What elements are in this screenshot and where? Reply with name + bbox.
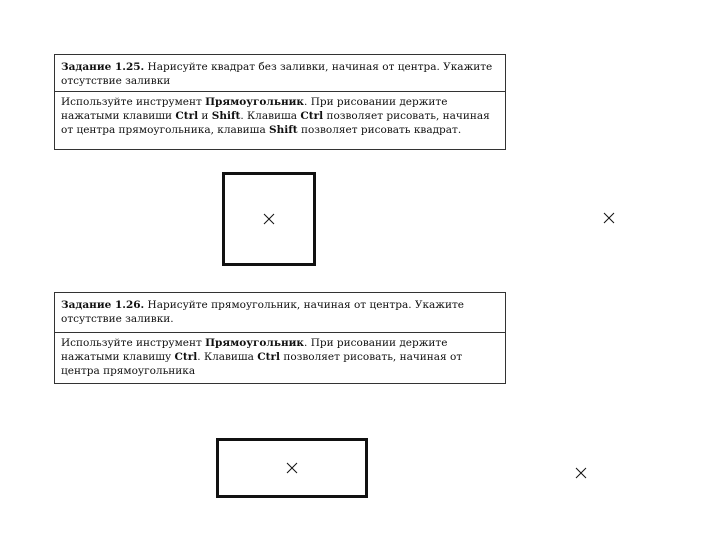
hint-text: . При рисовании держите нажатыми клавиши — [61, 96, 448, 122]
task-1-26-hint — [55, 333, 505, 382]
key-name: Ctrl — [175, 110, 199, 122]
rectangle-center-cross-icon — [286, 462, 298, 474]
task-1-25-title — [55, 55, 505, 92]
hint-text: . При рисовании держите нажатыми клавишу — [61, 337, 448, 363]
hint-text: позволяет рисовать, начиная от центра прямоугольника, клавиша — [61, 110, 490, 136]
key-name: Shift — [211, 110, 241, 122]
task-1-25-box — [54, 54, 506, 150]
tool-name: Прямоугольник — [205, 337, 305, 349]
hint-text: . Клавиша — [197, 351, 258, 363]
task-1-25-title-text: Нарисуйте квадрат без заливки, начиная от центра. Укажите отсутствие заливки — [61, 61, 493, 87]
hint-text: позволяет рисовать, начиная от центра прямоугольника — [61, 351, 463, 377]
hint-text: позволяет рисовать квадрат. — [297, 124, 462, 136]
hint-text: Используйте инструмент — [61, 96, 206, 108]
hint-text: и — [198, 110, 212, 122]
hint-text: Используйте инструмент — [61, 337, 206, 349]
tool-name: Прямоугольник — [205, 96, 305, 108]
task-1-26-title — [55, 293, 505, 333]
task-1-25-hint — [55, 92, 505, 141]
task-1-26-label: Задание 1.26. — [61, 299, 145, 311]
task-1-25-label: Задание 1.25. — [61, 61, 145, 73]
target-center-cross-icon[interactable] — [575, 467, 587, 479]
square-center-cross-icon — [263, 213, 275, 225]
key-name: Ctrl — [300, 110, 324, 122]
task-1-26-title-text: Нарисуйте прямоугольник, начиная от центра. Укажите отсутствие заливки. — [61, 299, 464, 325]
key-name: Ctrl — [257, 351, 281, 363]
key-name: Ctrl — [174, 351, 198, 363]
task-1-26-box — [54, 292, 506, 384]
hint-text: . Клавиша — [240, 110, 301, 122]
target-center-cross-icon[interactable] — [603, 212, 615, 224]
key-name: Shift — [269, 124, 298, 136]
